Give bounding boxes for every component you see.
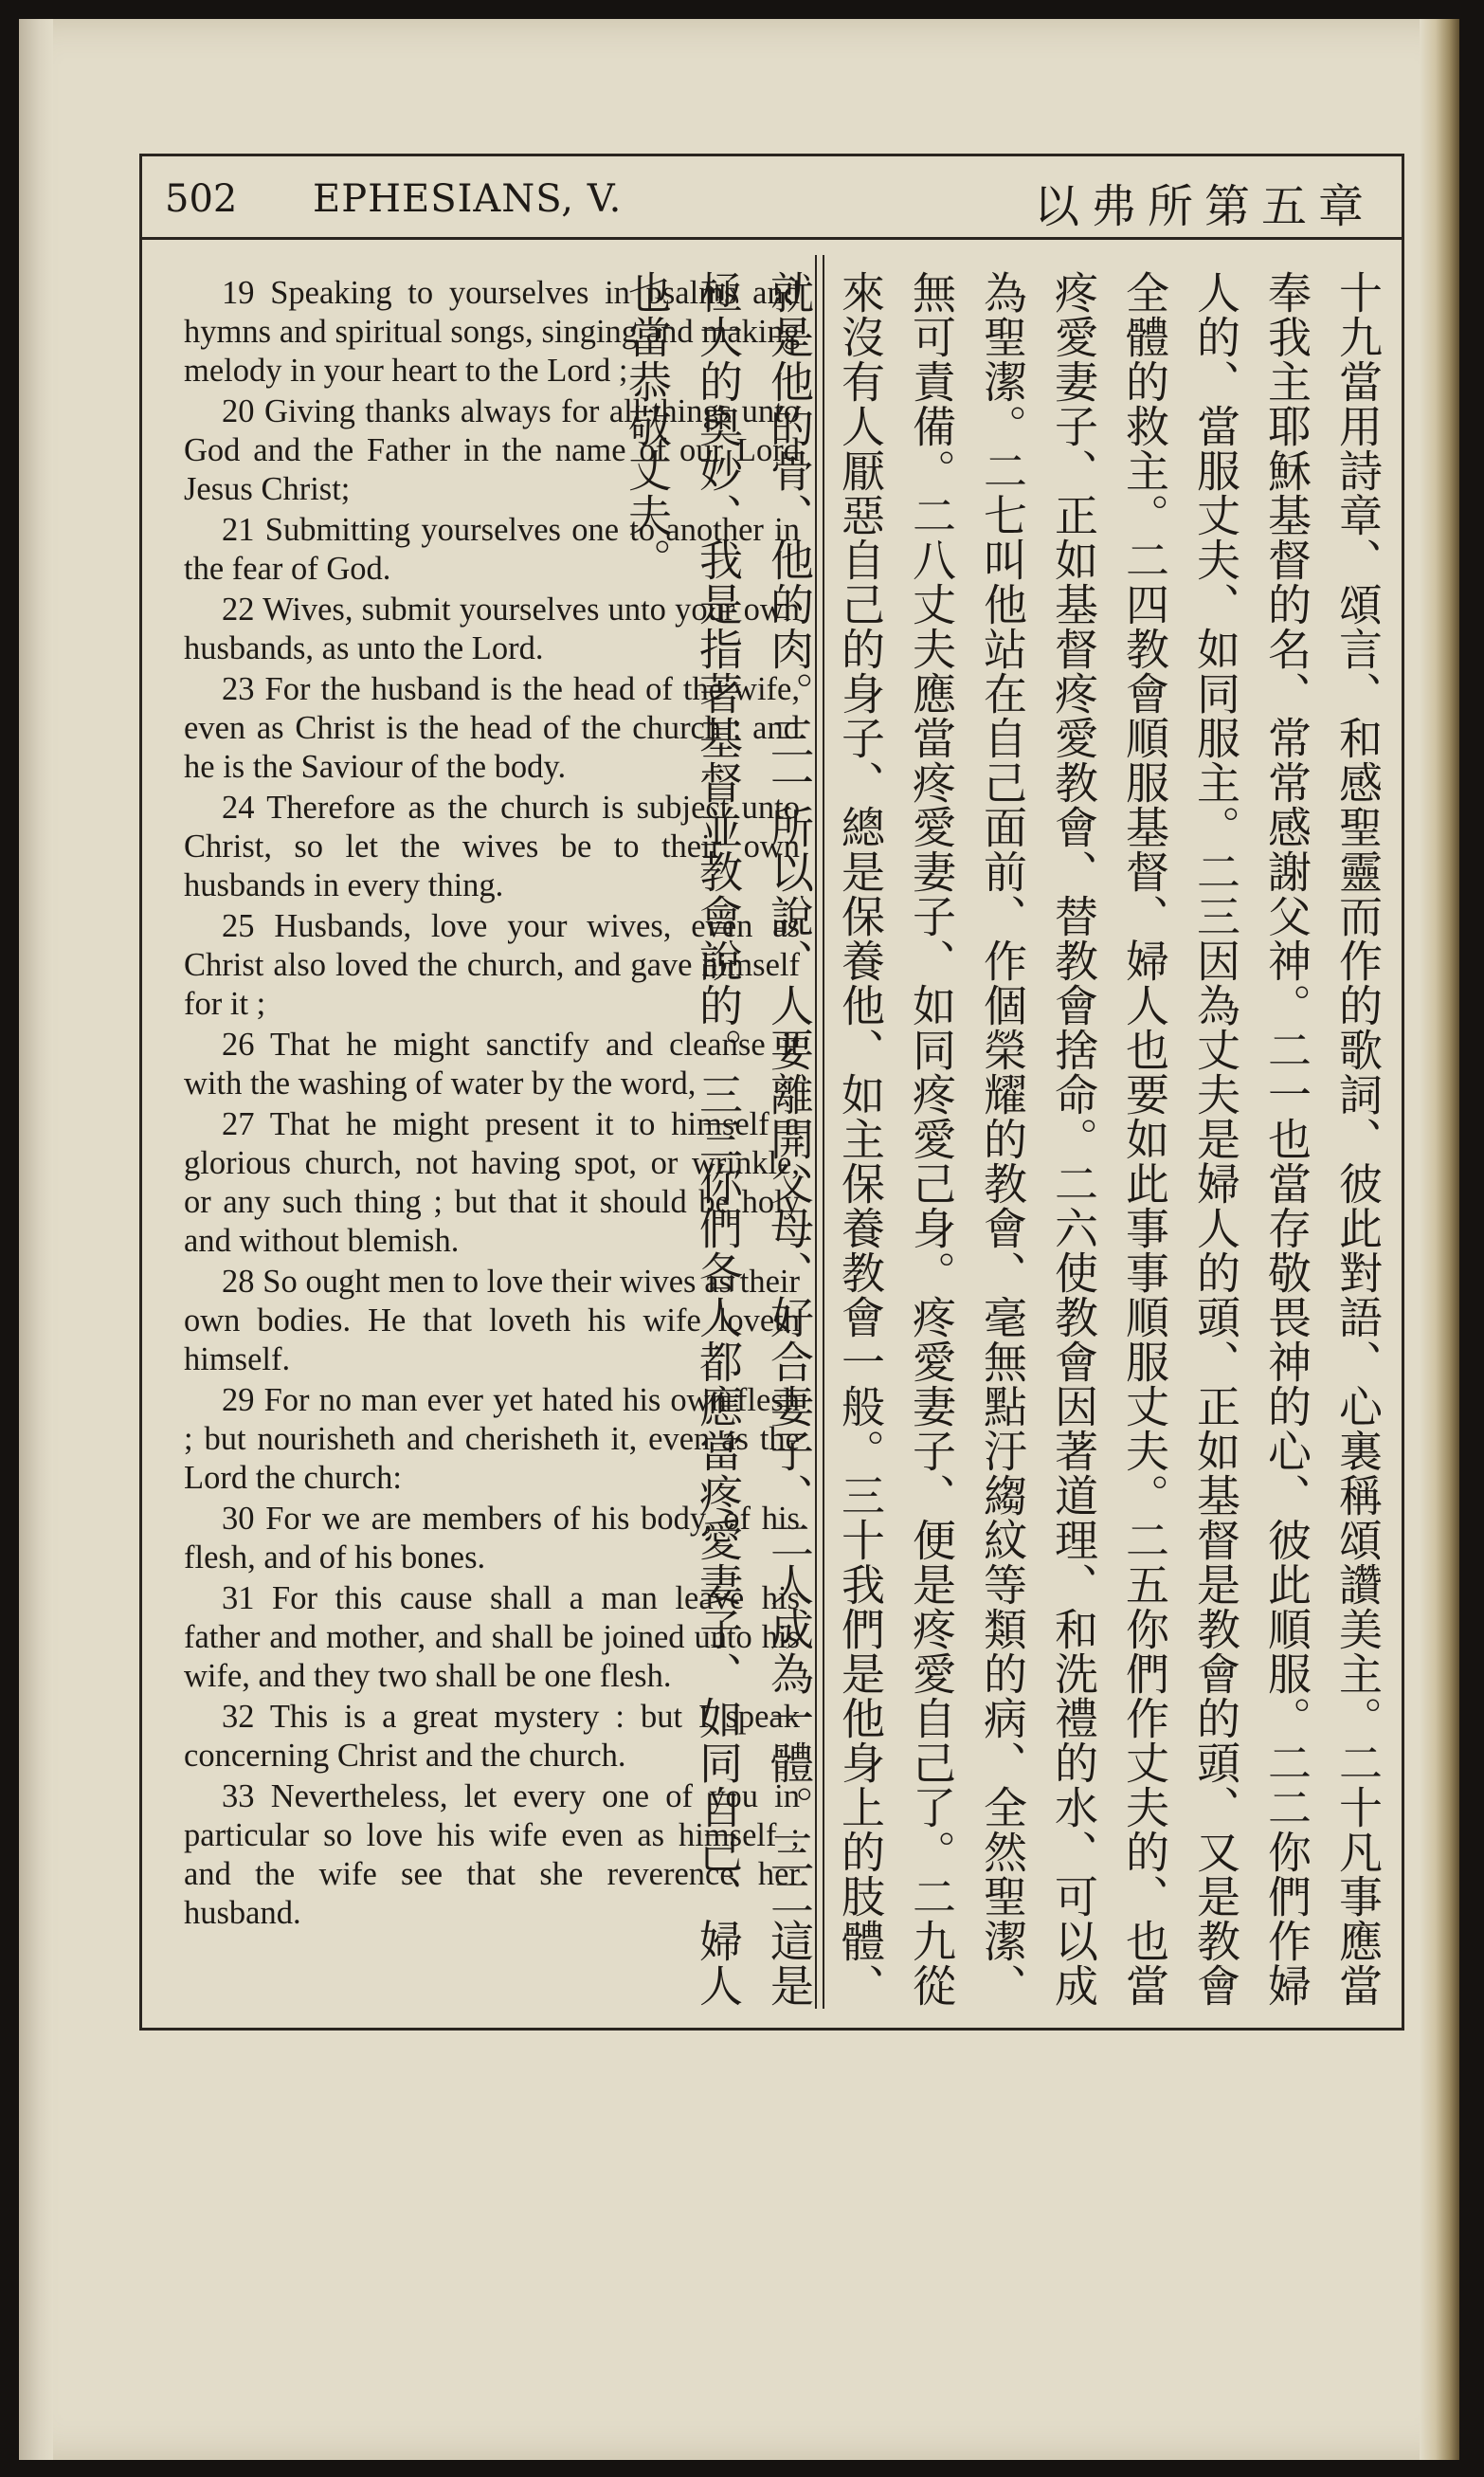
verse-30: 30 For we are members of his body, of his flesh, and of his bones. <box>184 1501 800 1575</box>
verse-23: 23 For the husband is the head of the wife, even as Christ is the head of the church : and he is the Saviour of the body. <box>184 671 800 785</box>
verse-25: 25 Husbands, love your wives, even as Christ also loved the church, and gave himself for it ; <box>184 908 800 1022</box>
verse-24: 24 Therefore as the church is subject unto Christ, so let the wives be to their own husbands in every thing. <box>184 790 800 903</box>
verse-27: 27 That he might present it to himself a glorious church, not having spot, or wrinkle, or any such thing ; but that it should be holy and without blemish. <box>184 1106 800 1259</box>
running-header <box>142 156 1402 240</box>
verse-19: 19 Speaking to yourselves in psalms and hymns and spiritual songs, singing and making melody in your heart to the Lord ; <box>184 275 800 389</box>
chinese-column <box>622 270 1393 2019</box>
text-frame <box>139 154 1404 2031</box>
chinese-text: 十九當用詩章、頌言、和感聖靈而作的歌詞、彼此對語、心裏稱頌讚美主。二十凡事應當奉我主耶穌基督的名、常常感謝父神。二一也當存敬畏神的心、彼此順服。二二你們作婦人的、當服丈夫、如同服主。二三因為丈夫是婦人的頭、正如基督是教會的頭、又是教會全體的救主。二四教會順服基督、婦人也要如此事事順服丈夫。二五你們作丈夫的、也當疼愛妻子、正如基督疼愛教會、替教會捨命。二六使教會因著道理、和洗禮的水、可以成為聖潔。二七叫他站在自己面前、作個榮耀的教會、毫無點汙縐紋等類的病、全然聖潔、無可責備。二八丈夫應當疼愛妻子、如同疼愛己身。疼愛妻子、便是疼愛自己了。二九從來沒有人厭惡自己的身子、總是保養他、如主保養教會一般。三十我們是他身上的肢體、就是他的骨、他的肉。三一所以說、人要離開父母、好合妻子、二人成為一體。三二這是極大的奧妙、我是指著基督並教會說的。三三你們各人都應當疼愛妻子、如同自己、婦人也當恭敬丈夫。 <box>622 270 1384 2008</box>
page-number: 502 <box>165 177 238 221</box>
verse-32: 32 This is a great mystery : but I speak concerning Christ and the church. <box>184 1699 800 1774</box>
verse-22: 22 Wives, submit yourselves unto your own husbands, as unto the Lord. <box>184 592 800 666</box>
verse-28: 28 So ought men to love their wives as their own bodies. He that loveth his wife loveth himself. <box>184 1264 800 1377</box>
verse-26: 26 That he might sanctify and cleanse it with the washing of water by the word, <box>184 1027 800 1102</box>
verse-33: 33 Nevertheless, let every one of you in particular so love his wife even as himself ; and the wife see that she reverence her husband. <box>184 1778 800 1931</box>
chinese-title: 以弗所第五章 <box>1033 180 1375 233</box>
book-spine <box>19 19 53 2460</box>
verse-21: 21 Submitting yourselves one to another in the fear of God. <box>184 512 800 587</box>
verse-31: 31 For this cause shall a man leave his father and mother, and shall be joined unto his wife, and they two shall be one flesh. <box>184 1580 800 1694</box>
verse-29: 29 For no man ever yet hated his own flesh ; but nourisheth and cherisheth it, even as the Lord the church: <box>184 1382 800 1496</box>
page-edge <box>1420 19 1459 2460</box>
book-page <box>19 19 1459 2460</box>
book-title: EPHESIANS, V. <box>313 177 623 221</box>
verse-20: 20 Giving thanks always for all things unto God and the Father in the name of our Lord Jesus Christ; <box>184 393 800 507</box>
